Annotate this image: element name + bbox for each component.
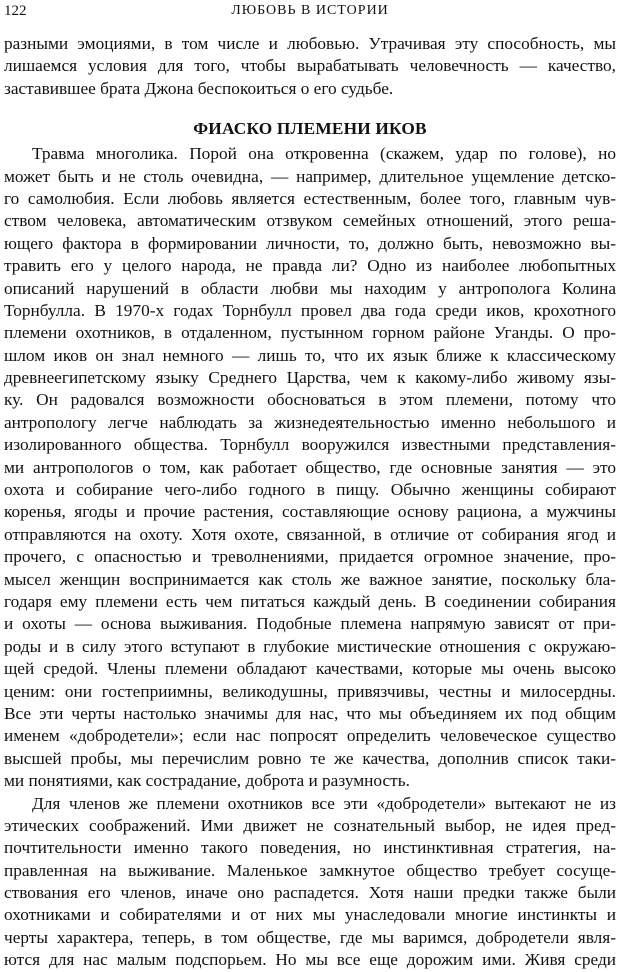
- running-header: [0, 0, 620, 22]
- text-line: ми антропологов о том, как работает общество, где основные занятия — это: [4, 457, 616, 477]
- section-title: ФИАСКО ПЛЕМЕНИ ИКОВ: [193, 119, 427, 139]
- text-line: Торнбулла. В 1970-х годах Торнбулл провел два года среди иков, крохотного: [4, 300, 616, 320]
- text-line: щей средой. Члены племени обладают качествами, которые мы очень высоко: [4, 659, 616, 679]
- text-line: может быть и не столь очевидна, — например, длительное ущемление детско-: [4, 166, 616, 186]
- text-line: шлом иков он знал немного — лишь то, что их язык ближе к классическому: [4, 345, 616, 365]
- text-line: разными эмоциями, в том числе и любовью. Утрачивая эту способность, мы: [4, 34, 616, 53]
- text-line: почтительности именно такого поведения, но инстинктивная стратегия, на-: [4, 838, 616, 858]
- text-line: высшей пробы, мы перечислим ровно те же качества, дополнив список таки-: [4, 748, 616, 768]
- text-line: ются для нас малым подспорьем. Но мы все еще дорожим ими. Живя среди: [4, 950, 616, 970]
- paragraph-2: [4, 793, 616, 972]
- text-line: и охоты — основа выживания. Подобные племена напрямую зависят от при-: [4, 614, 616, 634]
- text-line: мысел женщин воспринимается как столь же важное занятие, поскольку бла-: [4, 569, 616, 589]
- text-line: Для членов же племени охотников все эти «добродетели» вытекают не из: [32, 793, 616, 813]
- text-line: Все эти черты настолько значимы для нас, что мы объединяем их под общим: [4, 703, 616, 723]
- text-line: охотниками и собирателями и от них мы унаследовали многие инстинкты и: [4, 905, 616, 925]
- text-line: заставившее брата Джона беспокоиться о его судьбе.: [4, 78, 394, 98]
- text-line: изолированного общества. Торнбулл вооружился известными представления-: [4, 435, 616, 455]
- running-title: ЛЮБОВЬ В ИСТОРИИ: [231, 3, 389, 18]
- text-line: лишаемся условия для того, чтобы вырабатывать человечность — качество,: [4, 56, 616, 76]
- page-body: [4, 33, 616, 972]
- text-line: этических соображений. Ими движет не сознательный выбор, не идея пред-: [4, 815, 616, 835]
- text-line: коренья, ягоды и прочие растения, составляющие основу рациона, а мужчины: [4, 502, 616, 522]
- intro-paragraph: [4, 33, 616, 100]
- paragraph-1: [4, 143, 616, 792]
- text-line: ством человека, автоматическим отзвуком семейных отношений, этого реша-: [4, 211, 616, 231]
- text-line: древнеегипетскому языку Среднего Царства, чем к какому-либо живому язы-: [4, 368, 616, 388]
- text-line: ющего фактора в формировании личности, то, должно быть, невозможно вы-: [4, 233, 616, 253]
- text-line: племени охотников, в отдаленном, пустынном горном районе Уганды. О про-: [4, 323, 616, 343]
- text-line: Травма многолика. Порой она откровенна (скажем, удар по голове), но: [32, 144, 616, 164]
- text-line: го самолюбия. Если любовь является естественным, более того, главным чув-: [4, 188, 616, 208]
- text-line: годаря ему племени есть чем питаться каждый день. В соединении собирания: [4, 591, 616, 611]
- text-line: прочего, с опасностью и треволнениями, придается огромное значение, про-: [4, 547, 616, 567]
- page-number: 122: [4, 3, 27, 19]
- text-line: отправляются на охоту. Хотя охоте, связанной, в отличие от собирания ягод и: [4, 524, 616, 544]
- text-line: антропологу легче наблюдать за жизнедеятельностью именно небольшого и: [4, 412, 616, 432]
- text-line: описаний нарушений в области любви мы находим у антрополога Колина: [4, 278, 616, 298]
- text-line: ми понятиями, как сострадание, доброта и разумность.: [4, 771, 410, 791]
- text-line: ствования его членов, иначе оно распадется. Хотя наши предки также были: [4, 883, 616, 903]
- text-line: именем «добродетели»; если нас попросят определить человеческое существо: [4, 726, 616, 746]
- section-spacer: [4, 100, 616, 117]
- text-line: травить его у целого народа, не правда ли? Одно из наиболее любопытных: [4, 256, 616, 276]
- text-line: ценим: они гостеприимны, великодушны, привязчивы, честны и милосердны.: [4, 681, 616, 701]
- text-line: черты характера, теперь, в том обществе, где мы варимся, добродетели явля-: [4, 927, 616, 947]
- text-line: правленная на выживание. Маленькое замкнутое общество требует сосуще-: [4, 860, 616, 880]
- text-line: охота и собирание чего-либо годного в пищу. Обычно женщины собирают: [4, 480, 616, 500]
- text-line: ку. Он радовался возможности обосноваться в этом племени, потому что: [4, 390, 616, 410]
- text-line: роды и в силу этого вступают в глубокие мистические отношения с окружаю-: [4, 636, 616, 656]
